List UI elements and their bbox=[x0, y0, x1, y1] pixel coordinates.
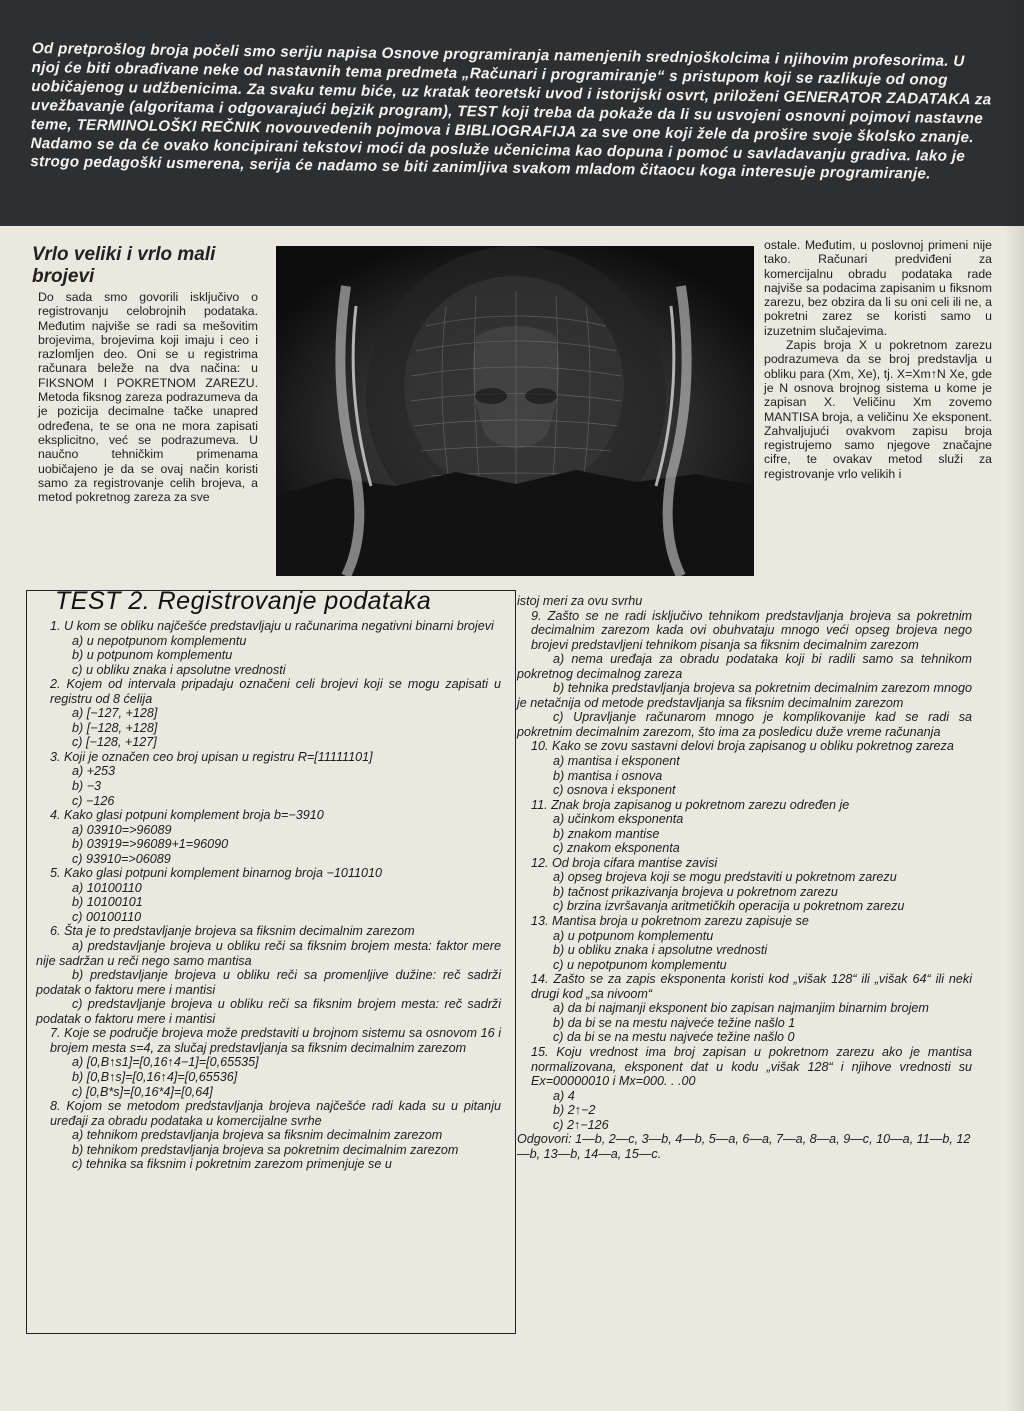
test-option: c) 2↑−126 bbox=[553, 1117, 609, 1132]
test-right-column bbox=[517, 594, 972, 1161]
article-right-column bbox=[764, 238, 992, 481]
test-option: b) znakom mantise bbox=[553, 826, 660, 841]
test-left-column bbox=[36, 619, 501, 1172]
test-answers: Odgovori: 1—b, 2—c, 3—b, 4—b, 5—a, 6—a, 7—a, 8—a, 9—c, 10—a, 11—b, 12—b, 13—b, 14—a, 15—c. bbox=[517, 1132, 971, 1161]
test-option: b) tačnost prikazivanja brojeva u pokretnom zarezu bbox=[553, 884, 838, 899]
test-option: a) nema uređaja za obradu podataka koji bi radili samo sa tehnikom pokretnog decimalnog zareza bbox=[517, 652, 972, 681]
test-question: 9. Zašto se ne radi isključivo tehnikom predstavljanja brojeva sa pokretnim decimalnim zarezom kada ovi obuhvataju mnogo veći opseg brojeva nego brojevi predstavljeni tehnikom pisanja sa fiksnim decimalnim zarezom bbox=[531, 608, 972, 652]
test-option: b) 03919=>96089+1=96090 bbox=[72, 837, 229, 852]
test-option: b) tehnikom predstavljanja brojeva sa pokretnim decimalnim zarezom bbox=[72, 1142, 459, 1157]
test-option: a) da bi najmanji eksponent bio zapisan najmanjim binarnim brojem bbox=[553, 1001, 929, 1016]
article-right-paragraph-2: Zapis broja X u pokretnom zarezu podrazumeva da se broj predstavlja u obliku para (Xm, Xe), tj. X=Xm↑N Xe, gde je N osnova brojnog sistema u kome je zapisan X. Veličinu Xm zovemo MANTISA broja, a veličinu Xe eksponent. Zahvaljujući ovakvom zapisu broja registrujemo samo njegove značajne cifre, te ovakav metod služi za registrovanje vrlo velikih i bbox=[764, 338, 992, 481]
test-question: 10. Kako se zovu sastavni delovi broja zapisanog u obliku pokretnog zareza bbox=[531, 739, 954, 754]
test-option: c) u nepotpunom komplementu bbox=[553, 957, 727, 972]
test-question: 7. Koje se područje brojeva može predstaviti u brojnom sistemu sa osnovom 16 i brojem mesta s=4, za slučaj predstavljanja sa fiksnim decimalnim zarezom bbox=[50, 1026, 501, 1055]
test-option: c) Upravljanje računarom mnogo je komplikovanije kad se radi sa pokretnim decimalnim zarezom, što ima za posledicu duže vreme računanja bbox=[517, 710, 972, 739]
article-title: Vrlo veliki i vrlo mali brojevi bbox=[32, 244, 216, 287]
test-option: a) +253 bbox=[72, 764, 116, 779]
test-option: a) predstavljanje brojeva u obliku reči sa fiksnim brojem mesta: faktor mere nije sadržan u reči nego samo mantisa bbox=[36, 939, 501, 968]
test-question: 3. Koji je označen ceo broj upisan u registru R=[11111101] bbox=[50, 749, 373, 764]
test-option: c) [−128, +127] bbox=[72, 735, 157, 750]
test-option: c) da bi se na mestu najveće težine našlo 0 bbox=[553, 1030, 795, 1045]
test-option: a) 10100110 bbox=[72, 880, 142, 895]
test-question: 1. U kom se obliku najčešće predstavljaju u računarima negativni binarni brojevi bbox=[50, 619, 494, 633]
test-title: TEST 2. Registrovanje podataka bbox=[55, 587, 432, 615]
test-option: b) predstavljanje brojeva u obliku reči sa promenljive dužine: reč sadrži podatak o faktoru mere i mantisi bbox=[36, 968, 501, 997]
test-option: a) mantisa i eksponent bbox=[553, 754, 680, 769]
test-option: b) u potpunom komplementu bbox=[72, 648, 233, 663]
test-question: 13. Mantisa broja u pokretnom zarezu zapisuje se bbox=[531, 914, 809, 929]
test-option: b) [−128, +128] bbox=[72, 720, 158, 735]
photo-face-grid bbox=[276, 246, 754, 576]
test-option: c) brzina izvršavanja aritmetičkih operacija u pokretnom zarezu bbox=[553, 899, 905, 914]
test-option: a) u potpunom komplementu bbox=[553, 928, 714, 943]
test-option: a) 4 bbox=[553, 1088, 575, 1103]
test-option: a) tehnikom predstavljanja brojeva sa fiksnim decimalnim zarezom bbox=[72, 1128, 443, 1143]
intro-text: Od pretprošlog broja počeli smo seriju napisa Osnove programiranja namenjenih srednjoškolcima i njihovim profesorima. U njoj će biti obrađivane neke od nastavnih tema predmeta „Računari i programiranje“ s pristupom koji se razlikuje od onog uobičajenog u udžbenicima. Za svaku temu biće, uz kratak teoretski uvod i istorijski osvrt, priloženi GENERATOR ZADATAKA za uvežbavanje (algoritama i odgovarajući bejzik program), TEST koji treba da pokaže da li su usvojeni osnovni pojmovi nastavne teme, TERMINOLOŠKI REČNIK novouvedenih pojmova i BIBLIOGRAFIJA za sve one koji žele da prošire svoje školsko znanje. Nadamo se da će ovako koncipirani tekstovi moći da posluže učenicima kao dopuna i pomoć u savladavanju gradiva. Iako je strogo pedagoški usmerena, serija će nadamo se biti zanimljiva svakom mladom čitaocu koga interesuje programiranje. bbox=[30, 40, 992, 183]
test-option: c) −126 bbox=[72, 793, 115, 808]
test-option: a) učinkom eksponenta bbox=[553, 812, 684, 827]
test-option: c) u obliku znaka i apsolutne vrednosti bbox=[72, 662, 286, 677]
test-question: istoj meri za ovu svrhu bbox=[517, 594, 643, 608]
test-question: 4. Kako glasi potpuni komplement broja b=−3910 bbox=[50, 808, 324, 823]
article-left-column bbox=[32, 244, 258, 504]
test-option: b) u obliku znaka i apsolutne vrednosti bbox=[553, 943, 768, 958]
test-option: c) [0,B*s]=[0,16*4]=[0,64] bbox=[72, 1084, 213, 1099]
test-option: b) 2↑−2 bbox=[553, 1103, 596, 1118]
test-option: c) tehnika sa fiksnim i pokretnim zarezom primenjuje se u bbox=[72, 1157, 392, 1172]
test-option: c) predstavljanje brojeva u obliku reči sa fiksnim brojem mesta: reč sadrži podatak o faktoru mere i mantisi bbox=[36, 997, 501, 1026]
test-question: 8. Kojom se metodom predstavljanja brojeva najčešće radi kada su u pitanju uređaji za obradu podataka u komercijalne svrhe bbox=[50, 1099, 501, 1128]
test-option: b) da bi se na mestu najveće težine našlo 1 bbox=[553, 1015, 796, 1030]
test-option: a) [−127, +128] bbox=[72, 706, 158, 721]
article-right-paragraph-1: ostale. Međutim, u poslovnoj primeni nije tako. Računari predviđeni za komercijalnu obradu podataka rade najviše sa podacima zapisanim u fiksnom zarezu, bez obzira da li su oni celi ili ne, a pokretni zarez se koristi samo u izuzetnim slučajevima. bbox=[764, 238, 992, 338]
article-left-text: Do sada smo govorili isključivo o registrovanju celobrojnih podataka. Međutim najviše se radi sa mešovitim brojevima, brojevima koji imaju i ceo i razlomljen deo. Oni se u registrima računara beleže na dva načina: u FIKSNOM I POKRETNOM ZAREZU. Metoda fiksnog zareza podrazumeva da je pozicija decimalne tačke unapred određena, te se ona ne mora zapisati eksplicitno, već se podrazumeva. U naučno tehničkim primenama uobičajeno je da se ovaj način koristi samo za registrovanje celih brojeva, a metod pokretnog zareza za sve bbox=[38, 290, 258, 505]
test-option: c) 93910=>06089 bbox=[72, 851, 171, 866]
test-option: b) 10100101 bbox=[72, 895, 143, 910]
test-option: c) znakom eksponenta bbox=[553, 841, 680, 856]
test-option: b) −3 bbox=[72, 779, 102, 794]
test-option: c) osnova i eksponent bbox=[553, 783, 676, 798]
intro-banner bbox=[0, 0, 1024, 226]
test-question: 11. Znak broja zapisanog u pokretnom zarezu određen je bbox=[531, 797, 850, 812]
test-option: b) mantisa i osnova bbox=[553, 768, 663, 783]
illustration-photo bbox=[276, 246, 754, 576]
page-edge-shadow bbox=[1004, 0, 1024, 1411]
test-question: 5. Kako glasi potpuni komplement binarnog broja −1011010 bbox=[50, 866, 382, 881]
test-question: 12. Od broja cifara mantise zavisi bbox=[531, 855, 718, 870]
test-option: c) 00100110 bbox=[72, 909, 142, 924]
test-question: 2. Kojem od intervala pripadaju označeni celi brojevi koji se mogu zapisati u registru od 8 ćelija bbox=[50, 677, 501, 706]
test-option: b) tehnika predstavljanja brojeva sa pokretnim decimalnim zarezom mnogo je netačnija od metode predstavljanja sa fiksnim decimalnim zarezom bbox=[517, 681, 972, 710]
test-option: a) 03910=>96089 bbox=[72, 822, 172, 837]
test-option: a) u nepotpunom komplementu bbox=[72, 633, 247, 648]
test-question: 14. Zašto se za zapis eksponenta koristi kod „višak 128“ ili „višak 64“ ili neki drugi kod „sa nivoom“ bbox=[531, 972, 972, 1001]
test-question: 15. Koju vrednost ima broj zapisan u pokretnom zarezu ako je mantisa normalizovana, eksponent dat u kodu „višak 128“ i njihove vrednosti su Ex=00000010 i Mx=000. . .00 bbox=[531, 1044, 972, 1089]
test-option: b) [0,B↑s]=[0,16↑4]=[0,65536] bbox=[72, 1069, 238, 1084]
test-option: a) [0,B↑s1]=[0,16↑4−1]=[0,65535] bbox=[72, 1055, 259, 1070]
test-question: 6. Šta je to predstavljanje brojeva sa fiksnim decimalnim zarezom bbox=[50, 924, 415, 939]
test-option: a) opseg brojeva koji se mogu predstaviti u pokretnom zarezu bbox=[553, 870, 897, 885]
